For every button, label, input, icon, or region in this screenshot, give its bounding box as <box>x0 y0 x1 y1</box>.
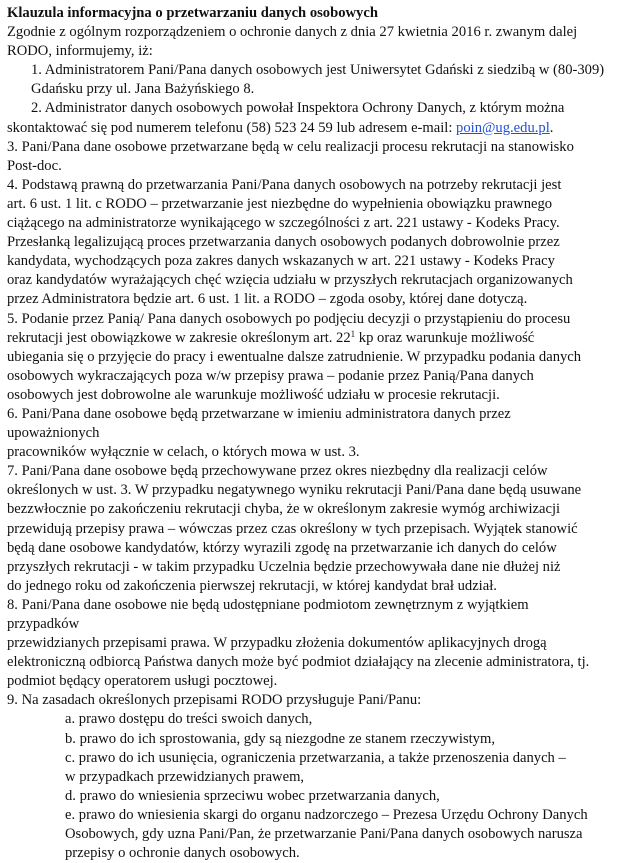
point-7-line-7: do jednego roku od zakończenia pierwszej rekrutacji, w której kandydat brał udział. <box>7 577 497 594</box>
right-e-line-3: przepisy o ochronie danych osobowych. <box>65 845 300 862</box>
document-title: Klauzula informacyjna o przetwarzaniu danych osobowych <box>7 5 378 21</box>
point-7-line-5: będą dane osobowe kandydatów, którzy wyrazili zgodę na przetwarzanie ich danych do celów <box>7 539 557 556</box>
right-c-line-2: w przypadkach przewidzianych prawem, <box>65 768 305 785</box>
point-4-line-3: ciążącego na administratorze wynikającego w szczególności z art. 221 ustawy - Kodeks Pracy. <box>7 215 560 232</box>
point-5-line-3: ubiegania się o przyjęcie do pracy i ewentualne dalsze zatrudnienie. W przypadku podania danych <box>7 348 582 365</box>
point-7-line-6: przyszłych rekrutacji - w takim przypadku Uczelnia będzie przechowywała dane nie dłużej niż <box>7 558 561 575</box>
point-4-line-7: przez Administratora będzie art. 6 ust. 1 lit. a RODO – zgoda osoby, której dane dotyczą. <box>7 291 528 308</box>
point-5-line-2 <box>7 329 633 348</box>
point-2-line-1: 2. Administrator danych osobowych powołał Inspektora Ochrony Danych, z którym można <box>31 100 565 117</box>
intro-line-1: Zgodnie z ogólnym rozporządzeniem o ochronie danych z dnia 27 kwietnia 2016 r. zwanym dalej <box>7 24 578 41</box>
right-c-line-1: c. prawo do ich usunięcia, ograniczenia przetwarzania, a także przenoszenia danych – <box>65 749 566 766</box>
point-7-line-3: bezzwłocznie po zakończeniu rekrutacji chyba, że w określonym zakresie wymóg archiwizacji <box>7 501 561 518</box>
right-b: b. prawo do ich sprostowania, gdy są niezgodne ze stanem rzeczywistym, <box>65 730 495 747</box>
point-6-line-2: upoważnionych <box>7 425 100 442</box>
point-7-line-4: przewidują przepisy prawa – wówczas przez czas określony w tych przepisach. Wyjątek stanowić <box>7 520 578 537</box>
right-e-line-1: e. prawo do wniesienia skargi do organu nadzorczego – Prezesa Urzędu Ochrony Danych <box>65 806 588 823</box>
intro-line-2: RODO, informujemy, iż: <box>7 43 153 60</box>
point-2-line-2 <box>7 119 633 138</box>
point-2-text: skontaktować się pod numerem telefonu (58) 523 24 59 lub adresem e-mail: <box>7 119 457 136</box>
point-5-line-5: osobowych jest dobrowolne ale warunkuje możliwość udziału w procesie rekrutacji. <box>7 386 500 403</box>
point-1-line-2: Gdańsku przy ul. Jana Bażyńskiego 8. <box>31 81 255 98</box>
point-2-end: . <box>549 119 554 136</box>
point-1-line-1: 1. Administratorem Pani/Pana danych osobowych jest Uniwersytet Gdański z siedzibą w (80-309) <box>31 62 605 79</box>
point-3-line-1: 3. Pani/Pana dane osobowe przetwarzane będą w celu realizacji procesu rekrutacji na stanowisko <box>7 138 574 155</box>
point-7-line-2: określonych w ust. 3. W przypadku negatywnego wyniku rekrutacji Pani/Pana dane będą usuwane <box>7 482 582 499</box>
point-4-line-4: Przesłanką legalizującą proces przetwarzania danych osobowych podanych dobrowolnie przez <box>7 234 560 251</box>
point-6-line-1: 6. Pani/Pana dane osobowe będą przetwarzane w imieniu administratora danych przez <box>7 405 511 422</box>
point-7-line-1: 7. Pani/Pana dane osobowe będą przechowywane przez okres niezbędny dla realizacji celów <box>7 463 548 480</box>
point-3-line-2: Post-doc. <box>7 157 62 174</box>
point-8-line-3: przewidzianych przepisami prawa. W przypadku złożenia dokumentów aplikacyjnych drogą <box>7 635 547 652</box>
point-8-line-4: elektroniczną odbiorcą Państwa danych może być podmiot działający na zlecenie administratora, tj. <box>7 654 590 671</box>
point-8-line-1: 8. Pani/Pana dane osobowe nie będą udostępniane podmiotom zewnętrznym z wyjątkiem <box>7 596 529 613</box>
right-e-line-2: Osobowych, gdy uzna Pani/Pan, że przetwarzanie Pani/Pana danych osobowych narusza <box>65 826 583 843</box>
point-6-line-3: pracowników wyłącznie w celach, o których mowa w ust. 3. <box>7 444 360 461</box>
point-8-line-5: podmiot będący operatorem usługi pocztowej. <box>7 673 278 690</box>
point-5-text-cont: kp oraz warunkuje możliwość <box>355 329 535 346</box>
point-4-line-2: art. 6 ust. 1 lit. c RODO – przetwarzanie jest niezbędne do wypełnienia obowiązku prawnego <box>7 195 553 212</box>
right-d: d. prawo do wniesienia sprzeciwu wobec przetwarzania danych, <box>65 787 440 804</box>
point-8-line-2: przypadków <box>7 616 80 632</box>
superscript: 1 <box>350 328 356 339</box>
point-4-line-6: oraz kandydatów wyrażających chęć wzięcia udziału w przyszłych rekrutacjach organizowanych <box>7 272 573 289</box>
point-4-line-1: 4. Podstawą prawną do przetwarzania Pani/Pana danych osobowych na potrzeby rekrutacji jest <box>7 176 562 193</box>
point-5-line-1: 5. Podanie przez Panią/ Pana danych osobowych po podjęciu decyzji o przystąpieniu do procesu <box>7 310 571 327</box>
point-4-line-5: kandydata, wychodzących poza zakres danych wskazanych w art. 221 ustawy - Kodeks Pracy <box>7 253 555 270</box>
point-5-line-4: osobowych wykraczających poza w/w przepisy prawa – podanie przez Panią/Pana danych <box>7 367 534 384</box>
point-5-text: rekrutacji jest obowiązkowe w zakresie określonym art. 22 <box>7 329 351 346</box>
point-9-intro: 9. Na zasadach określonych przepisami RODO przysługuje Pani/Panu: <box>7 692 422 709</box>
right-a: a. prawo dostępu do treści swoich danych, <box>65 711 313 728</box>
email-link[interactable]: poin@ug.edu.pl <box>456 119 550 136</box>
